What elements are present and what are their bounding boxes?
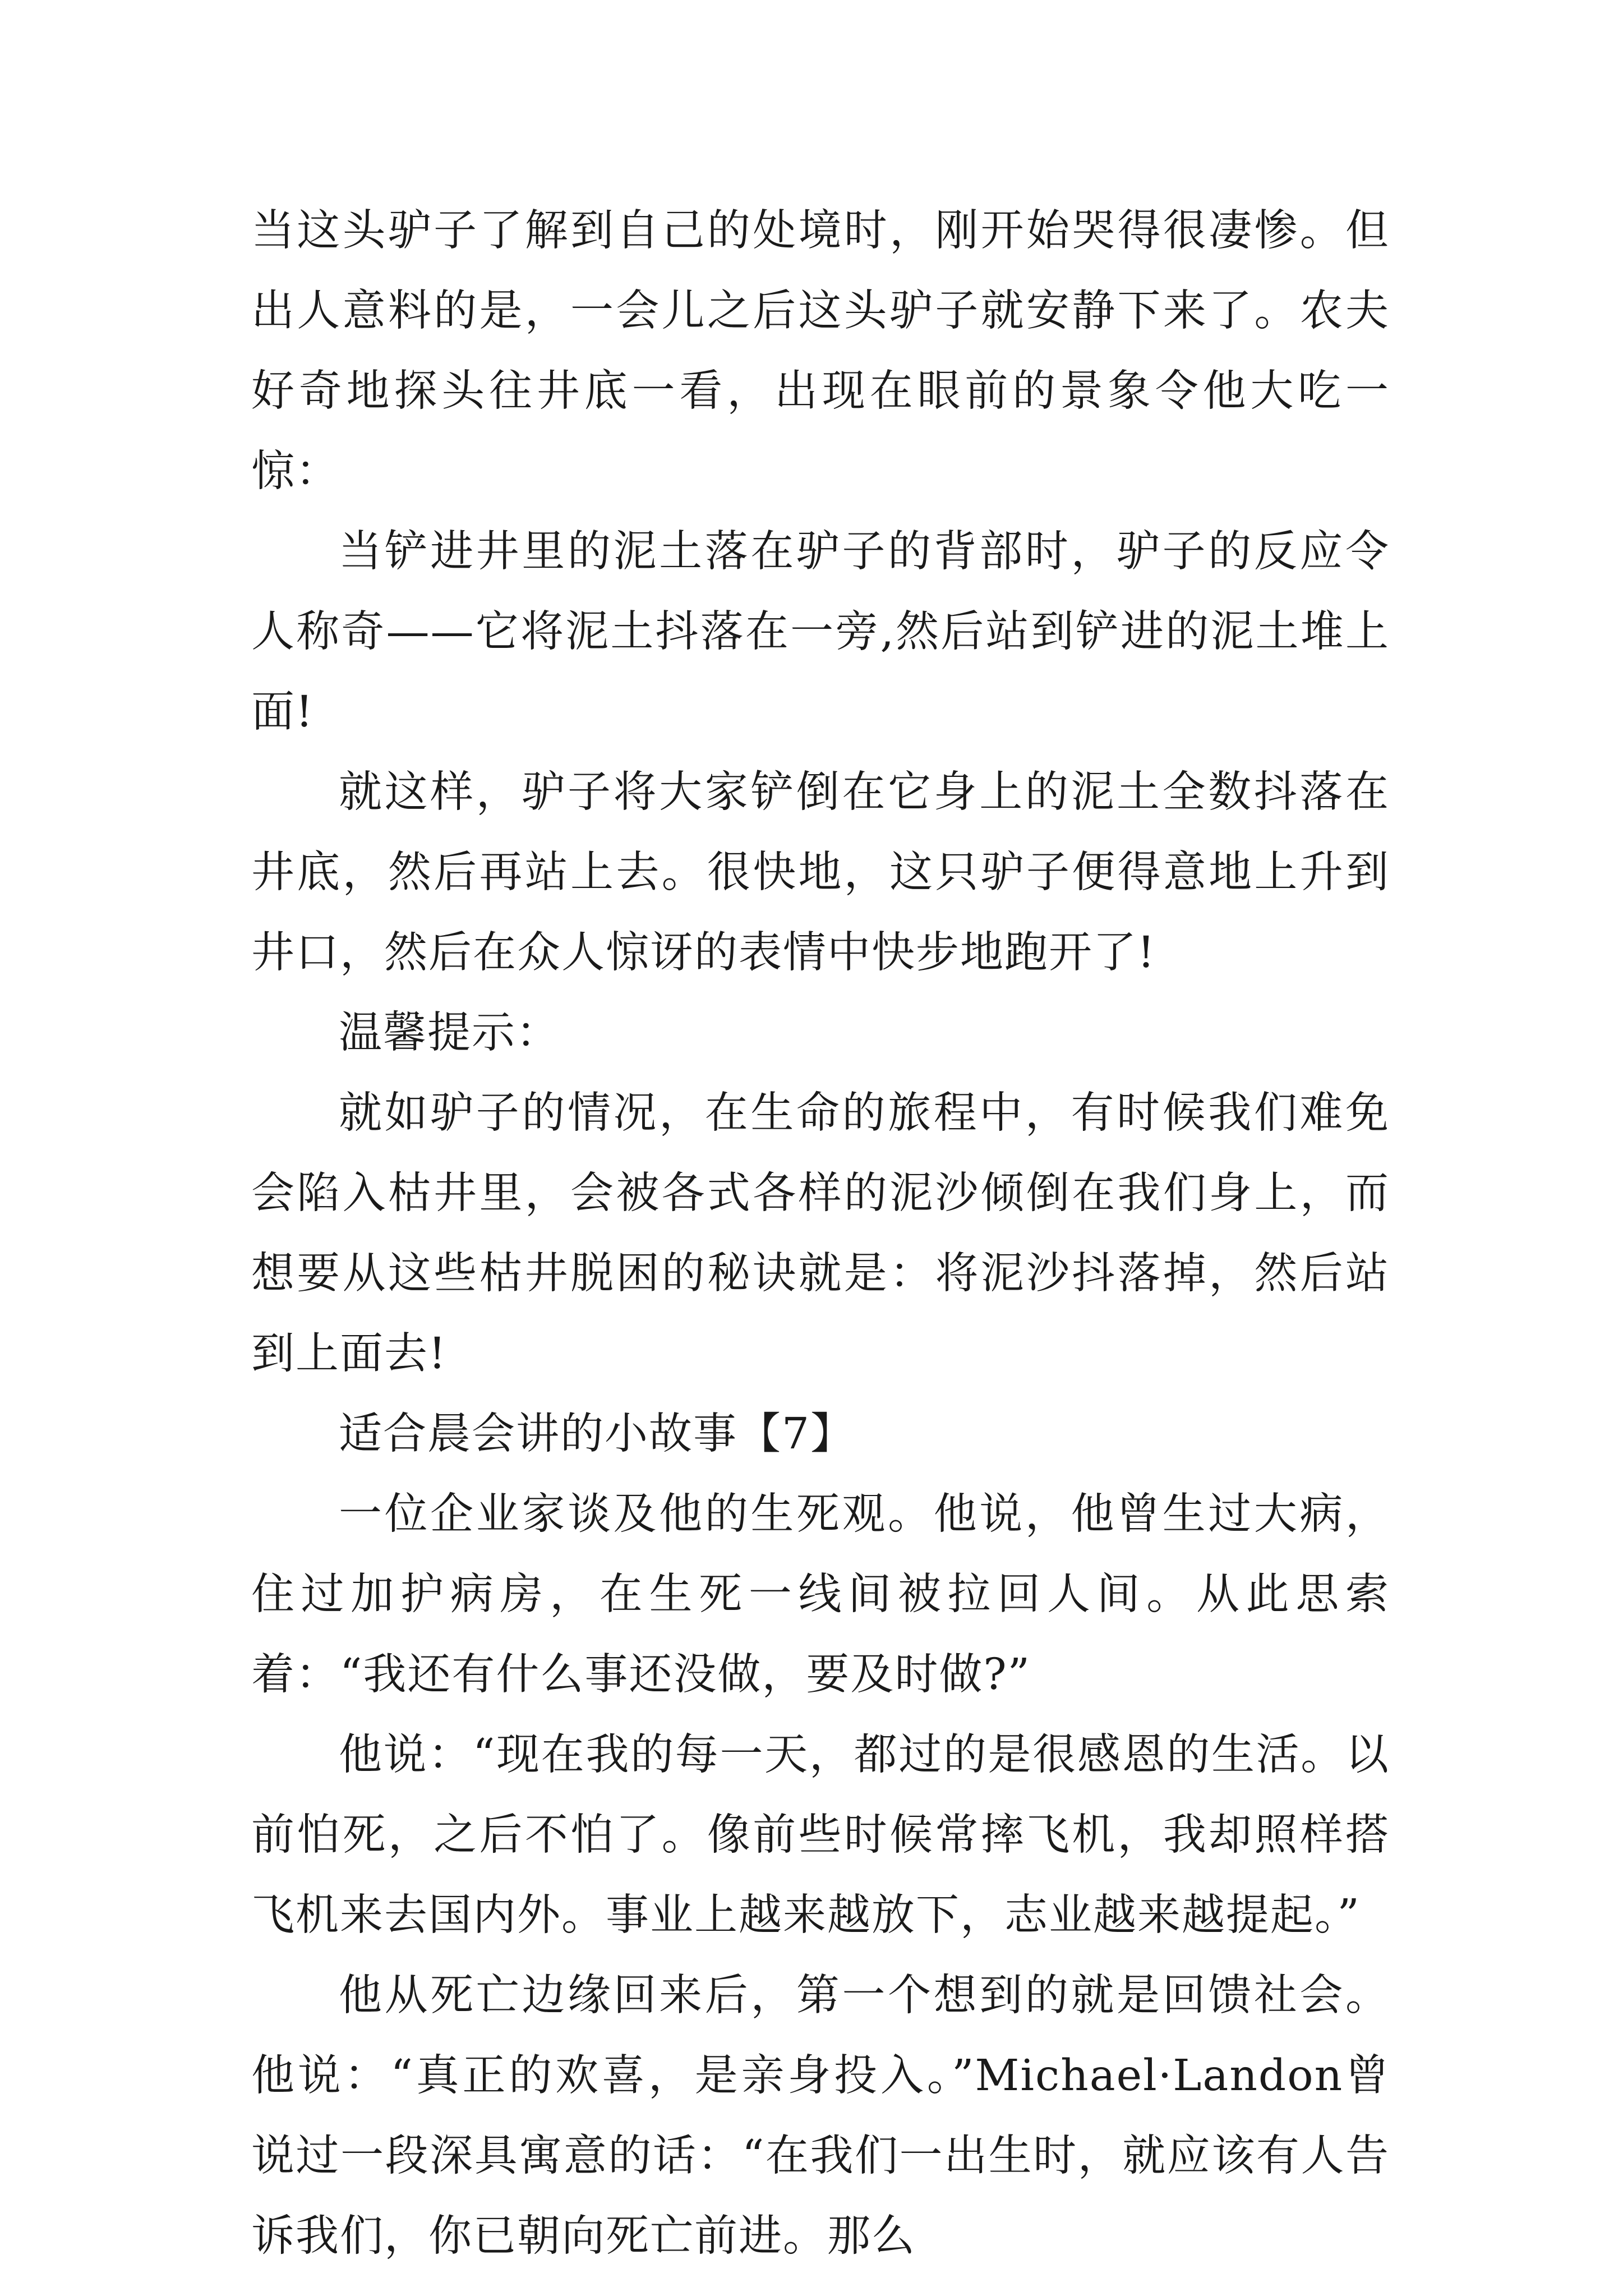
paragraph-7: 一位企业家谈及他的生死观。他说，他曾生过大病，住过加护病房，在生死一线间被拉回人间。从此思索着：“我还有什么事还没做，要及时做?”	[251, 1489, 1390, 1700]
section-heading: 适合晨会讲的小故事【7】	[339, 1409, 855, 1459]
document-body	[251, 191, 1390, 2276]
paragraph-1: 当这头驴子了解到自己的处境时，刚开始哭得很凄惨。但出人意料的是，一会儿之后这头驴子就安静下来了。农夫好奇地探头往井底一看，出现在眼前的景象令他大吃一惊：	[251, 206, 1390, 496]
paragraph-5: 就如驴子的情况，在生命的旅程中，有时候我们难免会陷入枯井里，会被各式各样的泥沙倾倒在我们身上，而想要从这些枯井脱困的秘诀就是：将泥沙抖落掉，然后站到上面去!	[251, 1088, 1390, 1379]
paragraph-tip-heading: 温馨提示：	[339, 1008, 560, 1058]
paragraph-3: 就这样，驴子将大家铲倒在它身上的泥土全数抖落在井底，然后再站上去。很快地，这只驴子便得意地上升到井口，然后在众人惊讶的表情中快步地跑开了!	[251, 767, 1390, 978]
paragraph-8: 他说：“现在我的每一天，都过的是很感恩的生活。以前怕死，之后不怕了。像前些时候常摔飞机，我却照样搭飞机来去国内外。事业上越来越放下，志业越来越提起。”	[251, 1730, 1390, 1940]
paragraph-9: 他从死亡边缘回来后，第一个想到的就是回馈社会。他说：“真正的欢喜，是亲身投入。”Michael·Landon曾说过一段深具寓意的话：“在我们一出生时，就应该有人告诉我们，你已朝向死亡前进。那么	[251, 1971, 1390, 2261]
paragraph-2: 当铲进井里的泥土落在驴子的背部时，驴子的反应令人称奇——它将泥土抖落在一旁,然后站到铲进的泥土堆上面!	[251, 527, 1390, 737]
